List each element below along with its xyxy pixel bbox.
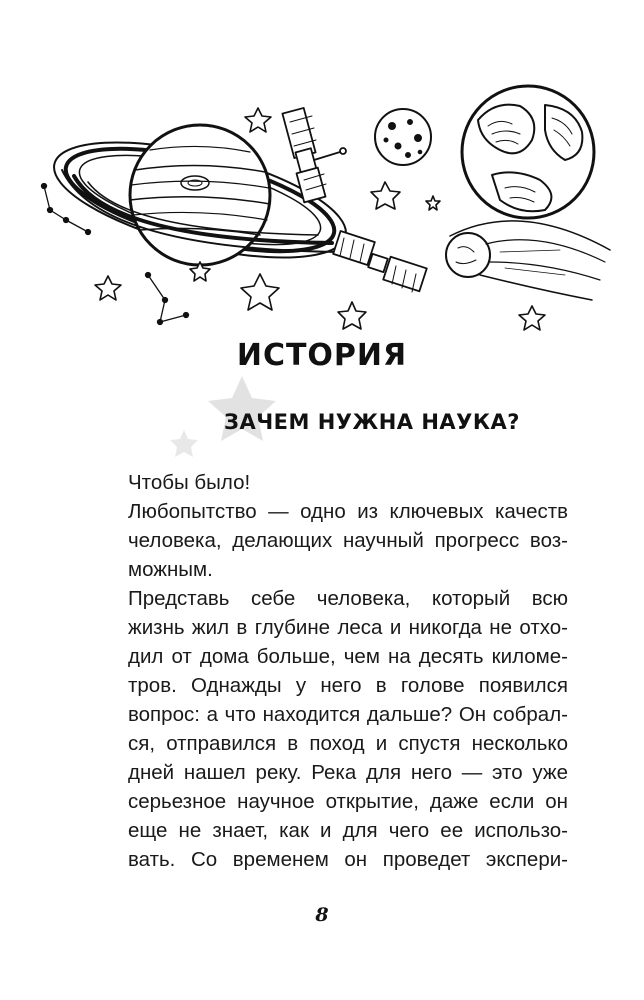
chapter-title: ИСТОРИЯ (236, 338, 408, 373)
earth-planet-icon (462, 86, 594, 218)
text-line: ся, отправился в поход и спустя несколько (128, 732, 568, 755)
text-line: тров. Однажды у него в голове появился (128, 674, 568, 697)
text-line: дней нашел реку. Река для него — это уже (128, 761, 568, 784)
text-line: человека, делающих научный прогресс воз- (128, 529, 568, 552)
section-title: ЗАЧЕМ НУЖНА НАУКА? (224, 410, 520, 434)
text-line: еще не знает, как и для чего ее использо- (128, 819, 568, 842)
page-number: 8 (315, 904, 329, 926)
body-text (128, 468, 568, 874)
comet-icon (446, 221, 610, 300)
space-illustration (0, 0, 644, 345)
text-line: Представь себе человека, который всю (128, 587, 568, 610)
satellite-small-icon (333, 231, 427, 292)
text-line: жизнь жил в глубине леса и никогда не отхо- (128, 616, 568, 639)
moon-icon (375, 109, 431, 165)
text-line: вопрос: а что находится дальше? Он собрал- (128, 703, 568, 726)
text-line: дил от дома больше, чем на десять киломе- (128, 645, 568, 668)
text-line: Чтобы было! (128, 471, 251, 494)
text-line: серьезное научное открытие, даже если он (128, 790, 568, 813)
satellite-icon (282, 108, 346, 202)
text-line: Любопытство — одно из ключевых качеств (128, 500, 568, 523)
text-line: можным. (128, 558, 213, 581)
text-line: вать. Со временем он проведет экспери- (128, 848, 568, 871)
